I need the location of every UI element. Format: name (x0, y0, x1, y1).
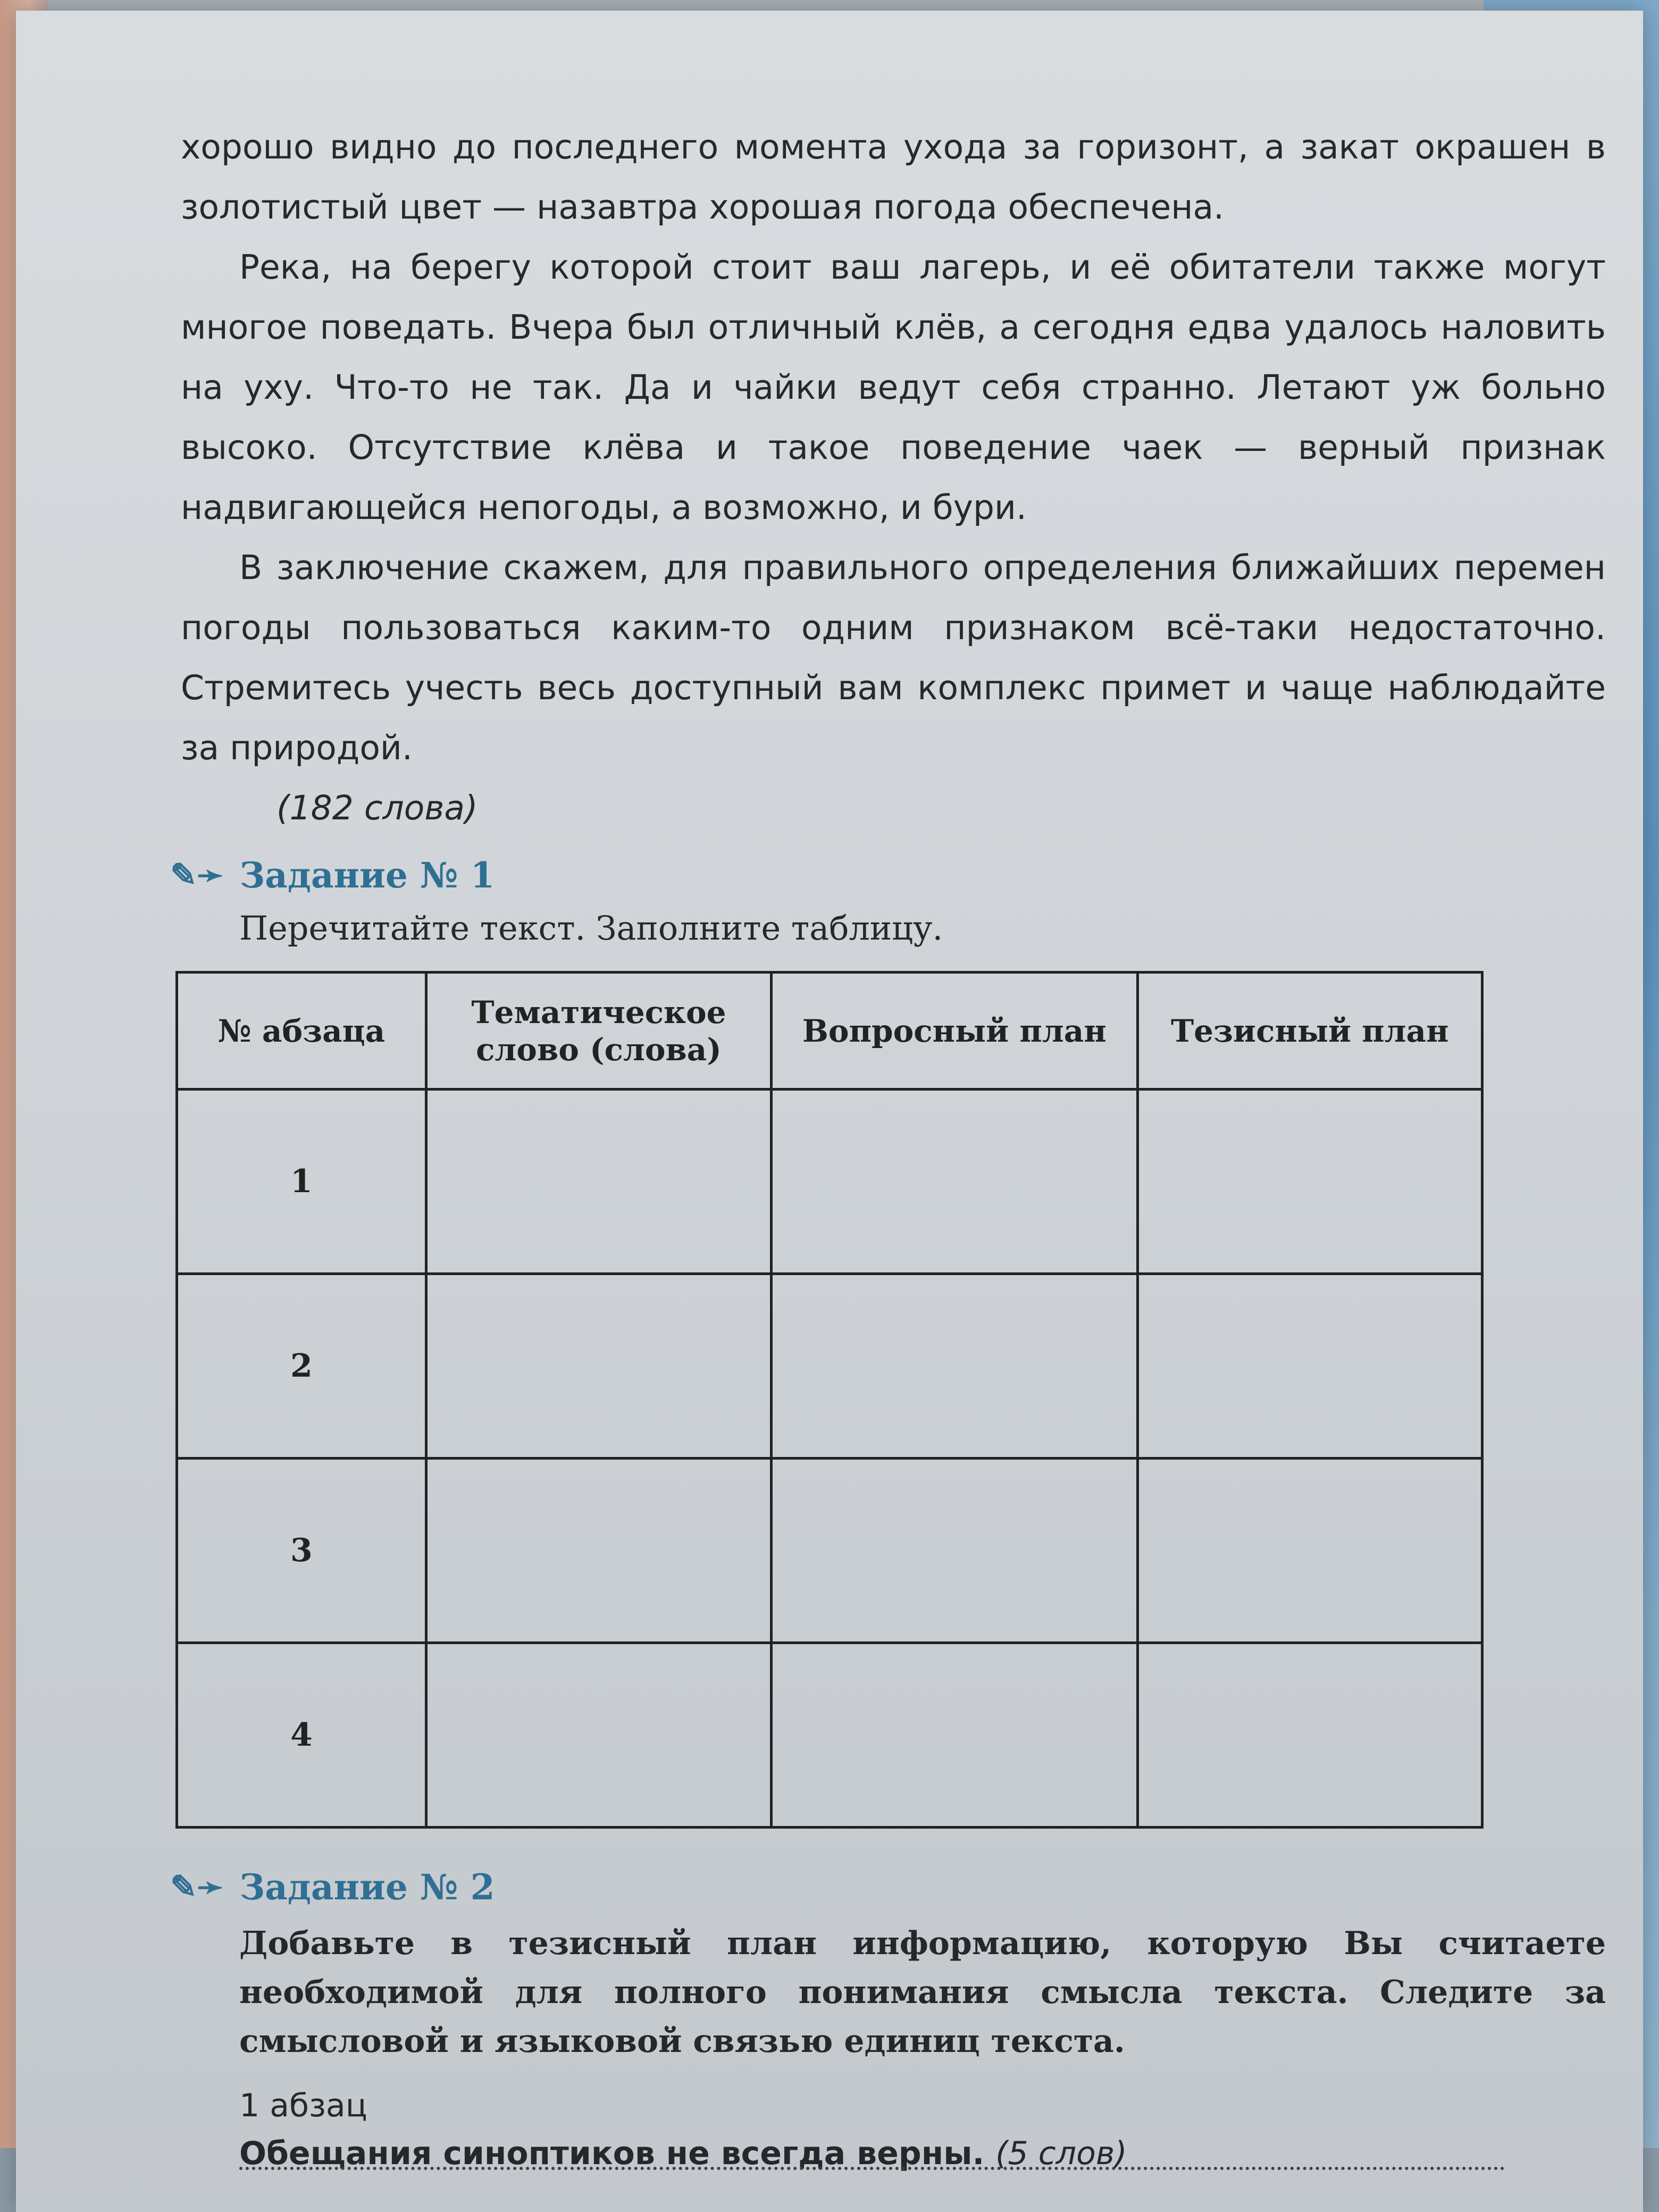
question-plan-cell[interactable] (772, 1643, 1137, 1828)
plan-table (175, 971, 1484, 1829)
row-number: 4 (177, 1643, 426, 1828)
thesis-text: Обещания синоптиков не всегда верны. (239, 2135, 985, 2172)
thesis-line (239, 2130, 1606, 2177)
page-content (170, 117, 1606, 2177)
header-thesis-plan: Тезисный план (1137, 973, 1482, 1090)
task-1-heading (170, 849, 1606, 902)
thesis-plan-cell[interactable] (1137, 1090, 1482, 1274)
textbook-page (16, 11, 1643, 2212)
table-row (177, 1090, 1482, 1274)
row-number: 2 (177, 1274, 426, 1459)
task-1-title: Задание № 1 (239, 854, 495, 896)
table-row (177, 1274, 1482, 1459)
thematic-words-cell[interactable] (426, 1643, 771, 1828)
row-number: 1 (177, 1090, 426, 1274)
header-thematic-words: Тематическое слово (слова) (426, 973, 771, 1090)
thesis-plan-cell[interactable] (1137, 1459, 1482, 1643)
passage-paragraph-1: хорошо видно до последнего момента ухода за горизонт, а закат окрашен в золотистый цвет — назавтра хорошая погода обеспечена. (181, 128, 1606, 227)
task-1-instruction: Перечитайте текст. Заполните таблицу. (239, 909, 943, 948)
task-2-instruction: Добавьте в тезисный план информацию, которую Вы считаете необходимой для полного понимания смысла текста. Следите за смысловой и языковой связью единиц текста. (239, 1925, 1606, 2060)
header-question-plan: Вопросный план (772, 973, 1137, 1090)
question-plan-cell[interactable] (772, 1459, 1137, 1643)
thesis-plan-cell[interactable] (1137, 1274, 1482, 1459)
pencil-arrow-icon: ✎➛ (170, 857, 224, 894)
header-paragraph-number: № абзаца (177, 973, 426, 1090)
thematic-words-cell[interactable] (426, 1274, 771, 1459)
passage-paragraph-3: В заключение скажем, для правильного определения ближайших перемен погоды пользоваться каким-то одним признаком всё-таки недостаточно. Стремитесь учесть весь доступный вам комплекс примет и чаще наблюдайте за природой. (181, 548, 1606, 767)
paragraph-label: 1 абзац (239, 2087, 367, 2124)
pencil-arrow-icon: ✎➛ (170, 1869, 224, 1906)
thematic-words-cell[interactable] (426, 1090, 771, 1274)
table-header-row (177, 973, 1482, 1090)
table-row (177, 1459, 1482, 1643)
thematic-words-cell[interactable] (426, 1459, 771, 1643)
passage-paragraph-2: Река, на берегу которой стоит ваш лагерь, и её обитатели также могут многое поведать. Вчера был отличный клёв, а сегодня едва удалось наловить на уху. Что-то не так. Да и чайки ведут себя странно. Летают уж больно высоко. Отсутствие клёва и такое поведение чаек — верный признак надвигающейся непогоды, а возможно, и бури. (181, 248, 1606, 527)
table-row (177, 1643, 1482, 1828)
task-2-heading (170, 1861, 1606, 1914)
thesis-plan-cell[interactable] (1137, 1643, 1482, 1828)
word-count: (182 слова) (276, 789, 478, 827)
thesis-word-count: (5 слов) (995, 2135, 1127, 2172)
question-plan-cell[interactable] (772, 1274, 1137, 1459)
row-number: 3 (177, 1459, 426, 1643)
question-plan-cell[interactable] (772, 1090, 1137, 1274)
answer-line[interactable] (239, 2167, 1505, 2170)
task-2-title: Задание № 2 (239, 1866, 495, 1908)
